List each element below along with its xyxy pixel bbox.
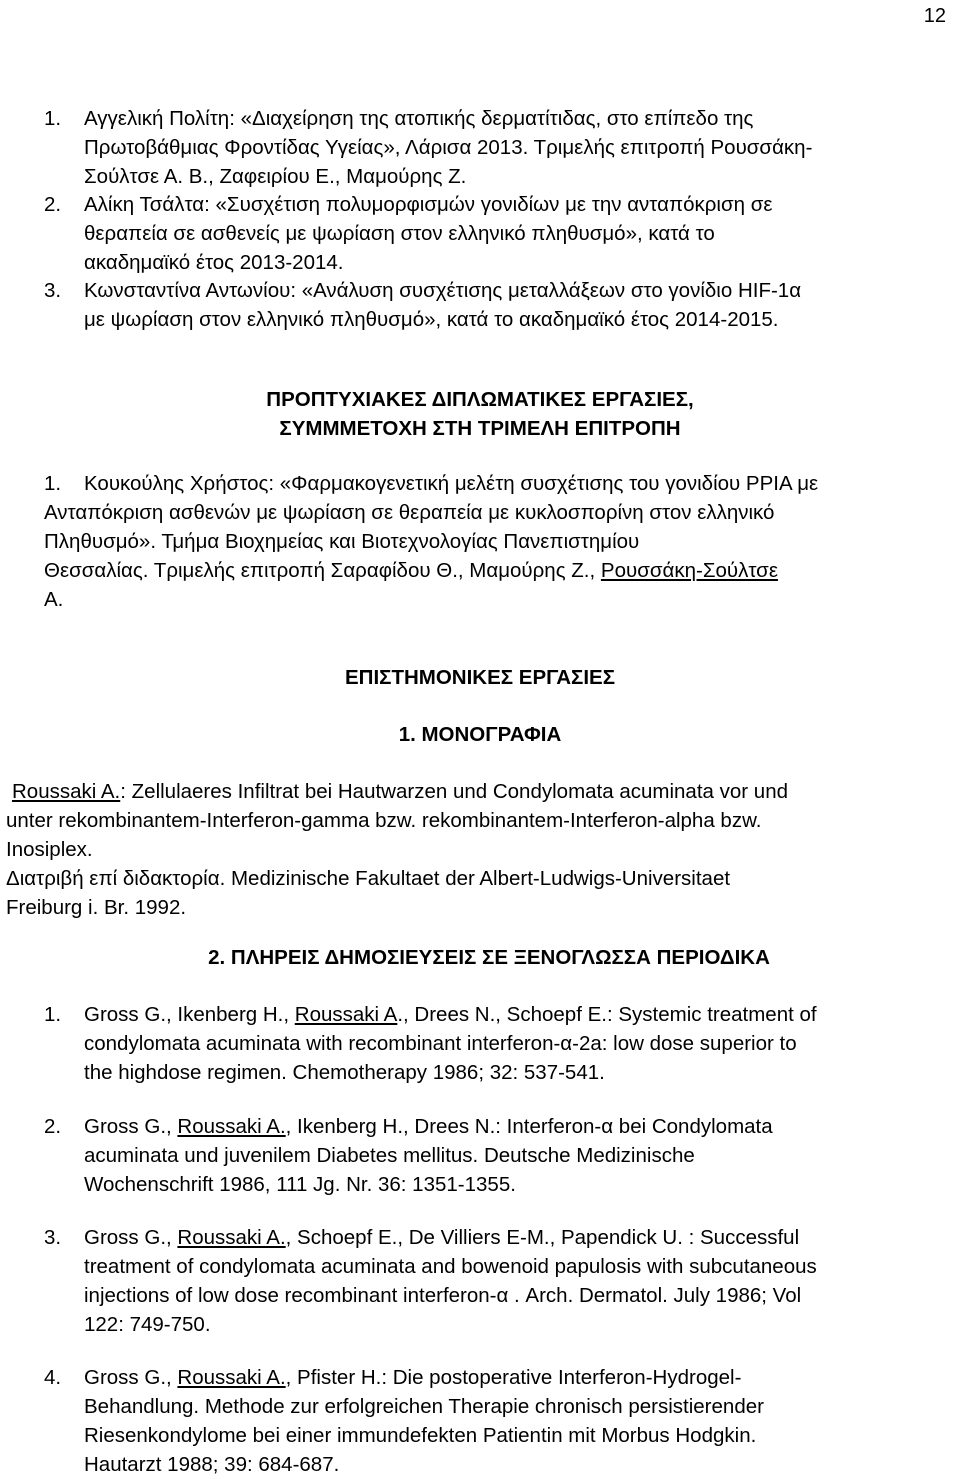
monograph-line: Freiburg i. Br. 1992. bbox=[6, 896, 187, 919]
author-name: Roussaki A. bbox=[12, 780, 121, 803]
publication-line: treatment of condylomata acuminata and bowenoid papulosis with subcutaneous bbox=[84, 1255, 817, 1278]
item-line: Α. bbox=[44, 588, 64, 611]
item-line bbox=[44, 556, 956, 585]
item-line: Κωνσταντίνα Αντωνίου: «Ανάλυση συσχέτισης μεταλλάξεων στο γονίδιο HIF-1α bbox=[84, 279, 802, 302]
section-heading-publications: 2. ΠΛΗΡΕΙΣ ΔΗΜΟΣΙΕΥΣΕΙΣ ΣΕ ΞΕΝΟΓΛΩΣΣΑ ΠΕΡΙΟΔΙΚΑ bbox=[208, 946, 770, 969]
item-number: 1. bbox=[44, 1003, 62, 1026]
monograph-line bbox=[6, 777, 956, 806]
pub-authors: Gross G., bbox=[84, 1226, 178, 1249]
section-heading-scientific: ΕΠΙΣΤΗΜΟΝΙΚΕΣ ΕΡΓΑΣΙΕΣ bbox=[344, 666, 615, 689]
publication-line: injections of low dose recombinant interferon-α . Arch. Dermatol. July 1986; Vol bbox=[84, 1284, 802, 1307]
item-line: Αλίκη Τσάλτα: «Συσχέτιση πολυμορφισμών γονιδίων με την ανταπόκριση σε bbox=[84, 193, 773, 216]
pub-authors: Gross G., bbox=[84, 1366, 178, 1389]
underlined-author: Roussaki A. bbox=[177, 1115, 286, 1138]
item-number: 3. bbox=[44, 1226, 62, 1249]
section-heading-monograph: 1. ΜΟΝΟΓΡΑΦΙΑ bbox=[398, 723, 562, 746]
monograph-entry bbox=[6, 777, 956, 922]
page-number: 12 bbox=[923, 5, 946, 27]
underlined-author: Roussaki A bbox=[294, 1003, 398, 1026]
publication-line: Riesenkondylome bei einer immundefekten Patientin mit Morbus Hodgkin. bbox=[84, 1424, 757, 1447]
item-number: 3. bbox=[44, 279, 62, 302]
pub-text: , Pfister H.: Die postoperative Interferon-Hydrogel- bbox=[285, 1366, 742, 1389]
publication-line: condylomata acuminata with recombinant interferon-α-2a: low dose superior to bbox=[84, 1032, 797, 1055]
item-number: 1. bbox=[44, 107, 62, 130]
publication-line: the highdose regimen. Chemotherapy 1986; 32: 537-541. bbox=[84, 1061, 605, 1084]
publication-line: 122: 749-750. bbox=[84, 1313, 211, 1336]
pub-authors: Gross G., bbox=[84, 1115, 178, 1138]
item-number: 2. bbox=[44, 1115, 62, 1138]
item-line: Ανταπόκριση ασθενών με ψωρίαση σε θεραπεία με κυκλοσπορίνη στον ελληνικό bbox=[44, 501, 775, 524]
publication-line bbox=[84, 1000, 956, 1029]
heading-line: ΣΥΜΜΜΕΤΟΧΗ ΣΤΗ ΤΡΙΜΕΛΗ ΕΠΙΤΡΟΠΗ bbox=[279, 417, 681, 440]
publication-line bbox=[84, 1363, 956, 1392]
postgrad-text bbox=[84, 469, 956, 498]
publication-line: Behandlung. Methode zur erfolgreichen Therapie chronisch persistierender bbox=[84, 1395, 764, 1418]
item-line: θεραπεία σε ασθενείς με ψωρίαση στον ελληνικό πληθυσμό», κατά το bbox=[84, 222, 715, 245]
postgrad-text-cont bbox=[44, 498, 956, 614]
item-line-text: Θεσσαλίας. Τριμελής επιτροπή Σαραφίδου Θ., Μαμούρης Ζ., bbox=[44, 559, 601, 582]
heading-line: ΠΡΟΠΤΥΧΙΑΚΕΣ ΔΙΠΛΩΜΑΤΙΚΕΣ ΕΡΓΑΣΙΕΣ, bbox=[266, 388, 694, 411]
item-number: 2. bbox=[44, 193, 62, 216]
item-line: Πρωτοβάθμιας Φροντίδας Υγείας», Λάρισα 2013. Τριμελής επιτροπή Ρουσσάκη- bbox=[84, 136, 813, 159]
publication-line: Wochenschrift 1986, 111 Jg. Nr. 36: 1351-1355. bbox=[84, 1173, 516, 1196]
publication-line bbox=[84, 1112, 956, 1141]
monograph-text: : Zellulaeres Infiltrat bei Hautwarzen und Condylomata acuminata vor und bbox=[120, 780, 788, 803]
underlined-author: Roussaki A. bbox=[177, 1366, 286, 1389]
item-line: με ψωρίαση στον ελληνικό πληθυσμό», κατά το ακαδημαϊκό έτος 2014-2015. bbox=[84, 308, 779, 331]
item-number: 4. bbox=[44, 1366, 62, 1389]
monograph-line: unter rekombinantem-Interferon-gamma bzw. rekombinantem-Interferon-alpha bzw. bbox=[6, 809, 762, 832]
item-number: 1. bbox=[44, 472, 62, 495]
underlined-author: Roussaki A. bbox=[177, 1226, 286, 1249]
pub-authors: Gross G., Ikenberg H., bbox=[84, 1003, 295, 1026]
underlined-name: Ρουσσάκη-Σούλτσε bbox=[600, 559, 778, 582]
item-line: Πληθυσμό». Τμήμα Βιοχημείας και Βιοτεχνολογίας Πανεπιστημίου bbox=[44, 530, 640, 553]
publication-line: acuminata und juvenilem Diabetes mellitus. Deutsche Medizinische bbox=[84, 1144, 695, 1167]
item-line: Σούλτσε Α. Β., Ζαφειρίου Ε., Μαμούρης Ζ. bbox=[84, 165, 467, 188]
publication-line bbox=[84, 1223, 956, 1252]
pub-text: , Schoepf E., De Villiers E-M., Papendick U. : Successful bbox=[285, 1226, 800, 1249]
pub-text: ., Drees N., Schoepf E.: Systemic treatment of bbox=[397, 1003, 817, 1026]
monograph-line: Inosiplex. bbox=[6, 838, 93, 861]
item-line: Κουκούλης Χρήστος: «Φαρμακογενετική μελέτη συσχέτισης του γονιδίου PPIA με bbox=[84, 472, 819, 495]
item-line: ακαδημαϊκό έτος 2013-2014. bbox=[84, 251, 344, 274]
monograph-line: Διατριβή επί διδακτορία. Medizinische Fakultaet der Albert-Ludwigs-Universitaet bbox=[6, 867, 731, 890]
publication-line: Hautarzt 1988; 39: 684-687. bbox=[84, 1453, 340, 1476]
pub-text: , Ikenberg H., Drees N.: Interferon-α bei Condylomata bbox=[285, 1115, 773, 1138]
section-heading-postgrad bbox=[0, 385, 960, 443]
item-line: Αγγελική Πολίτη: «Διαχείρηση της ατοπικής δερματίτιδας, στο επίπεδο της bbox=[84, 107, 754, 130]
